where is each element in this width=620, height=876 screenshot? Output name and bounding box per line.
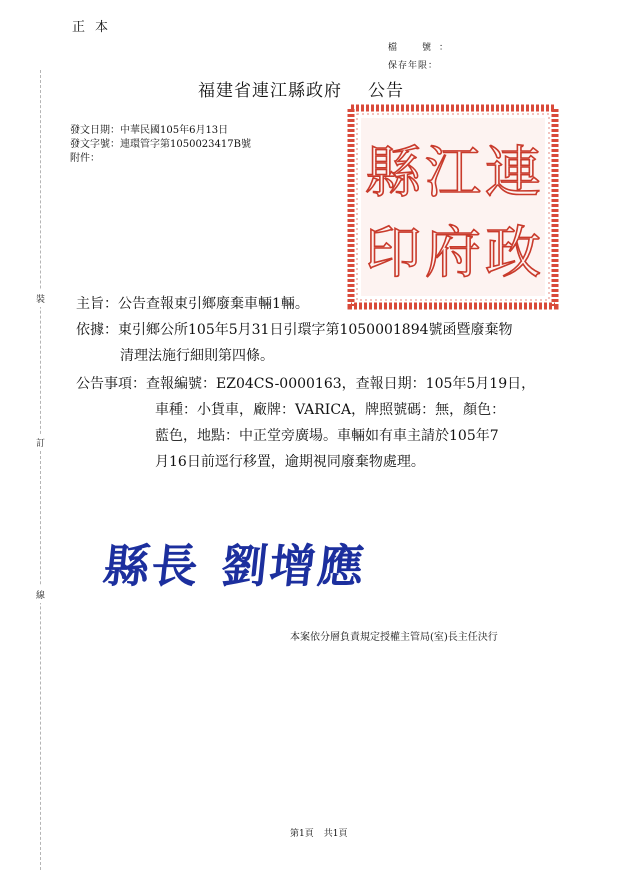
- seal-char-3: 縣: [365, 141, 421, 206]
- binding-mark-ding: 訂: [36, 434, 45, 451]
- seal-char-2: 江: [425, 141, 481, 206]
- basis-line-2: 清理法施行細則第四條。: [120, 348, 274, 364]
- copy-mark: 正本: [72, 20, 119, 35]
- document-type: 公告: [368, 81, 404, 101]
- magistrate-signature: [101, 530, 370, 596]
- signature-title: 縣長: [100, 539, 203, 593]
- notice-line-3: 藍色，地點：中正堂旁廣場。車輛如有車主請於105年7: [155, 428, 499, 444]
- binding-line: [40, 70, 41, 870]
- notice-line-4: 月16日前逕行移置，逾期視同廢棄物處理。: [155, 454, 425, 470]
- attachment-label: 附件：: [70, 153, 100, 164]
- notice-line-1: 公告事項：查報編號：EZ04CS-0000163，查報日期：105年5月19日，: [76, 376, 536, 392]
- official-seal: [347, 104, 559, 310]
- signature-name: 劉增應: [218, 539, 369, 593]
- seal-char-5: 府: [425, 221, 481, 286]
- seal-graphic: [347, 104, 559, 310]
- retention-period-label: 保存年限：: [388, 61, 439, 71]
- document-title: [198, 76, 404, 101]
- page-total: 共1頁: [323, 829, 348, 839]
- file-number-label: 檔 號：: [388, 43, 457, 53]
- page-number: 第1頁: [290, 829, 314, 839]
- subject-line: 主旨：公告查報東引鄉廢棄車輛1輛。: [76, 296, 309, 312]
- issue-date: 發文日期：中華民國105年6月13日: [70, 125, 229, 136]
- binding-mark-zhuang: 裝: [36, 290, 45, 307]
- basis-line-1: 依據：東引鄉公所105年5月31日引環字第1050001894號函暨廢棄物: [76, 322, 513, 338]
- delegation-note: 本案依分層負責規定授權主管局(室)長主任決行: [290, 632, 498, 643]
- reference-number: 發文字號：連環管字第1050023417B號: [70, 139, 251, 150]
- seal-char-4: 政: [485, 221, 541, 286]
- seal-char-1: 連: [485, 141, 541, 206]
- page-indicator: [290, 826, 347, 839]
- notice-line-2: 車種：小貨車，廠牌：VARICA，牌照號碼：無，顏色：: [155, 402, 506, 418]
- agency-name: 福建省連江縣政府: [198, 81, 342, 101]
- binding-mark-xian: 線: [36, 586, 45, 603]
- seal-char-6: 印: [365, 221, 421, 286]
